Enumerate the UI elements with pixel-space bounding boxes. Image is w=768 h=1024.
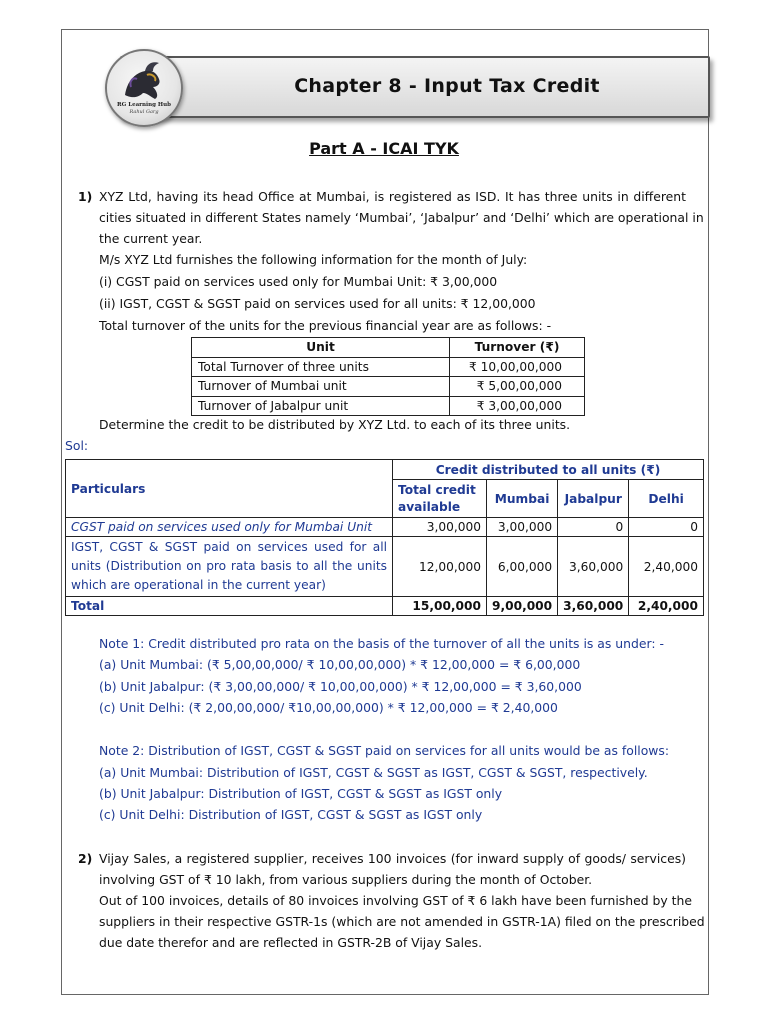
table-row [192,357,585,377]
table-cell: 2,40,000 [629,597,704,616]
table-cell: 12,00,000 [393,537,487,597]
table-row [192,396,585,416]
chapter-header [120,56,710,118]
table-header: Turnover (₹) [450,338,585,358]
logo [105,49,183,127]
note-line: (b) Unit Jabalpur: (₹ 3,00,00,000/ ₹ 10,00,00,000) * ₹ 12,00,000 = ₹ 3,60,000 [99,679,582,694]
table-cell: 15,00,000 [393,597,487,616]
table-cell: 3,60,000 [558,537,629,597]
table-cell: Total Turnover of three units [192,357,450,377]
question-number: 1) [78,189,93,204]
note-line: (a) Unit Mumbai: (₹ 5,00,00,000/ ₹ 10,00,00,000) * ₹ 12,00,000 = ₹ 6,00,000 [99,657,581,672]
q1-line: the current year. [99,231,203,246]
part-title: Part A - ICAI TYK [309,139,459,158]
table-cell: 3,00,000 [487,518,558,537]
note-line: (c) Unit Delhi: Distribution of IGST, CGST & SGST as IGST only [99,807,483,822]
table-cell: CGST paid on services used only for Mumbai Unit [66,518,393,537]
table-cell: 3,00,000 [393,518,487,537]
turnover-table [191,337,585,416]
table-header: Credit distributed to all units (₹) [393,460,704,480]
table-cell: 3,60,000 [558,597,629,616]
table-cell: Turnover of Mumbai unit [192,377,450,397]
note-line: (a) Unit Mumbai: Distribution of IGST, CGST & SGST as IGST, CGST & SGST, respectively. [99,765,648,780]
logo-signature: Rahul Garg [129,109,159,115]
note-line: Note 1: Credit distributed pro rata on the basis of the turnover of all the units is as under: - [99,636,664,651]
table-cell: IGST, CGST & SGST paid on services used for all units (Distribution on pro rata basis to all the units which are operational in the current year) [66,537,393,597]
note-line: (b) Unit Jabalpur: Distribution of IGST, CGST & SGST as IGST only [99,786,503,801]
table-cell: ₹ 10,00,00,000 [450,357,585,377]
table-cell: 0 [629,518,704,537]
chapter-title: Chapter 8 - Input Tax Credit [294,75,600,97]
q2-line: Out of 100 invoices, details of 80 invoices involving GST of ₹ 6 lakh have been furnished by the [99,893,693,908]
table-cell: ₹ 3,00,00,000 [450,396,585,416]
credit-distribution-table [65,459,704,616]
table-cell: Turnover of Jabalpur unit [192,396,450,416]
q1-line: (ii) IGST, CGST & SGST paid on services used for all units: ₹ 12,00,000 [99,296,536,311]
q1-line: (i) CGST paid on services used only for Mumbai Unit: ₹ 3,00,000 [99,274,498,289]
table-cell: 9,00,000 [487,597,558,616]
table-row [192,377,585,397]
q2-line: due date therefor and are reflected in GSTR-2B of Vijay Sales. [99,935,483,950]
table-header: Total credit available [393,480,487,518]
table-row [66,537,704,597]
table-header: Mumbai [487,480,558,518]
table-row-total [66,597,704,616]
q1-question: Determine the credit to be distributed by XYZ Ltd. to each of its three units. [99,417,571,432]
q1-line: XYZ Ltd, having its head Office at Mumbai, is registered as ISD. It has three units in different [99,189,686,204]
logo-text: RG Learning Hub [117,102,171,108]
table-cell: 6,00,000 [487,537,558,597]
q1-line: cities situated in different States namely ‘Mumbai’, ‘Jabalpur’ and ‘Delhi’ which are operational in [99,210,704,225]
table-header: Jabalpur [558,480,629,518]
table-header: Particulars [66,460,393,518]
table-cell: 2,40,000 [629,537,704,597]
note-line: Note 2: Distribution of IGST, CGST & SGST paid on services for all units would be as follows: [99,743,670,758]
q2-line: involving GST of ₹ 10 lakh, from various suppliers during the month of October. [99,872,593,887]
table-row [66,518,704,537]
table-cell: ₹ 5,00,00,000 [450,377,585,397]
q2-line: suppliers in their respective GSTR-1s (which are not amended in GSTR-1A) filed on the prescribed [99,914,705,929]
q1-line: M/s XYZ Ltd furnishes the following information for the month of July: [99,252,528,267]
q2-line: Vijay Sales, a registered supplier, receives 100 invoices (for inward supply of goods/ services) [99,851,686,866]
table-header: Unit [192,338,450,358]
table-cell: 0 [558,518,629,537]
q1-line: Total turnover of the units for the previous financial year are as follows: - [99,318,552,333]
note-line: (c) Unit Delhi: (₹ 2,00,00,000/ ₹10,00,00,000) * ₹ 12,00,000 = ₹ 2,40,000 [99,700,558,715]
question-number: 2) [78,851,93,866]
solution-label: Sol: [65,438,89,453]
table-cell: Total [66,597,393,616]
table-header: Delhi [629,480,704,518]
